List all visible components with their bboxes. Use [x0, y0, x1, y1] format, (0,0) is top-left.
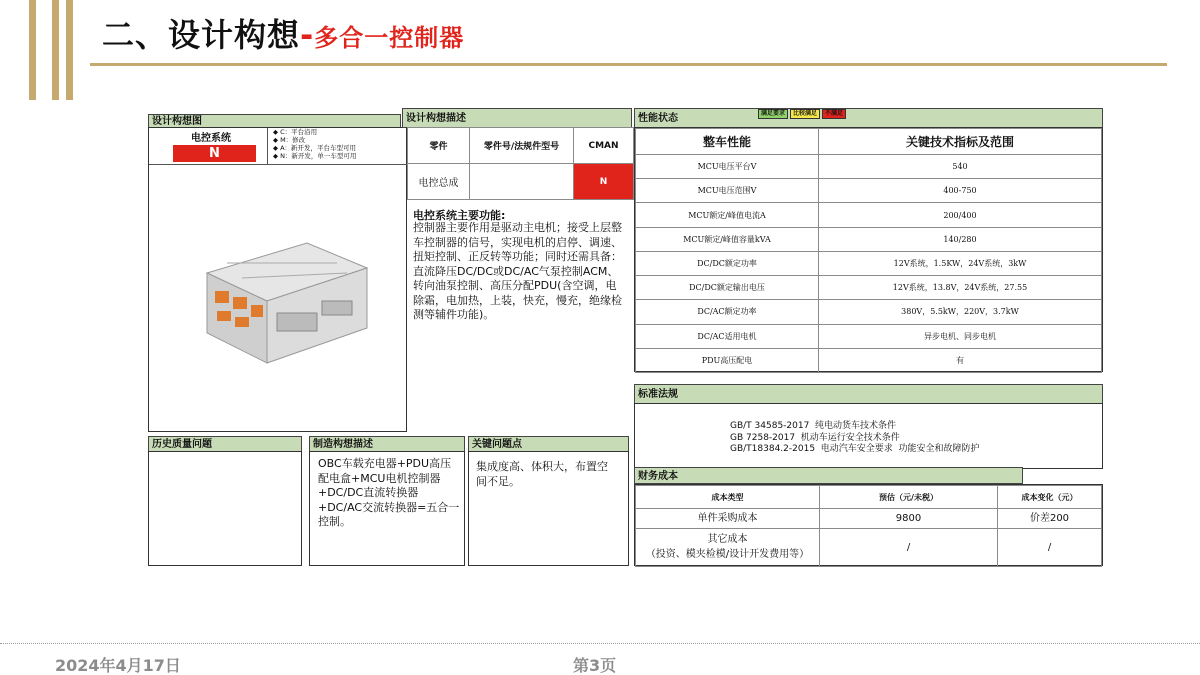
performance-table [635, 128, 1102, 373]
performance-legend-chip: 比较满足 [790, 109, 820, 119]
system-name: 电控系统 [191, 133, 231, 144]
performance-legend [758, 103, 848, 123]
perf-value: 200/400 [819, 203, 1102, 227]
cman-legend-item: ◆ A：新开发，平台车型可用 [273, 144, 357, 152]
footer-page: 第3页 [573, 656, 617, 675]
finance-header: 财务成本 [634, 467, 1023, 484]
key-issue-box [468, 451, 629, 566]
title-dash: - [300, 16, 315, 54]
perf-item: MCU电压平台V [636, 155, 819, 179]
perf-value: 380V，5.5kW，220V，3.7kW [819, 300, 1102, 324]
cman-legend-item: ◆ C：平台沿用 [273, 128, 318, 136]
table-row [636, 155, 1102, 179]
part-name: 电控总成 [408, 164, 470, 200]
part-cman: N [574, 164, 634, 200]
cman-legend-item: ◆ M：修改 [273, 136, 306, 144]
table-row [636, 528, 1102, 566]
performance-header [634, 108, 1103, 128]
perf-value: 140/280 [819, 227, 1102, 251]
perf-item: DC/AC额定功率 [636, 300, 819, 324]
perf-value: 12V系统，1.5KW，24V系统，3kW [819, 251, 1102, 275]
standard-item: GB/T18384.2-2015 电动汽车安全要求 功能安全和故障防护 [730, 444, 980, 454]
performance-table-box [634, 127, 1103, 372]
standards-list [730, 421, 980, 456]
col-key-spec: 关键技术指标及范围 [819, 129, 1102, 155]
title-sub: 多合一控制器 [314, 24, 465, 52]
manufacture-header: 制造构想描述 [309, 436, 465, 452]
standard-item: GB 7258-2017 机动车运行安全技术条件 [730, 432, 900, 443]
history-header: 历史质量问题 [148, 436, 302, 452]
manufacture-text: OBC车载充电器+PDU高压配电盒+MCU电机控制器+DC/DC直流转换器+DC/AC交流转换器=五合一控制。 [318, 457, 460, 528]
standards-header: 标准法规 [634, 384, 1103, 404]
finance-table [635, 485, 1102, 567]
decor-bar-2 [52, 0, 59, 100]
performance-legend-chip: 满足要求 [758, 109, 788, 119]
table-row [636, 203, 1102, 227]
finance-type: 其它成本 （投资、模夹检模/设计开发费用等） [636, 528, 820, 566]
table-row [636, 300, 1102, 324]
finance-box [634, 484, 1103, 566]
table-row [636, 324, 1102, 348]
decor-bar-3 [66, 0, 73, 100]
decor-bar-1 [29, 0, 36, 100]
finance-change: 价差200 [998, 509, 1102, 529]
perf-item: MCU额定/峰值容量kVA [636, 227, 819, 251]
design-diagram-header: 设计构想图 [148, 114, 401, 128]
perf-item: MCU额定/峰值电流A [636, 203, 819, 227]
finance-change: / [998, 528, 1102, 566]
table-row [636, 348, 1102, 372]
perf-item: MCU电压范围V [636, 179, 819, 203]
cman-legend-item: ◆ N：新开发，单一车型可用 [273, 152, 357, 160]
function-title: 电控系统主要功能: [413, 209, 506, 222]
cman-legend [273, 128, 356, 160]
col-estimate: 预估（元/未税） [820, 486, 998, 509]
perf-value: 有 [819, 348, 1102, 372]
performance-title: 性能状态 [638, 113, 678, 124]
key-issue-text: 集成度高、体积大，布置空间不足。 [476, 460, 608, 488]
finance-type: 单件采购成本 [636, 509, 820, 529]
design-desc-header: 设计构想描述 [402, 108, 632, 128]
standard-item: GB/T 34585-2017 纯电动货车技术条件 [730, 421, 897, 431]
col-cost-change: 成本变化（元） [998, 486, 1102, 509]
diagram-divider [149, 164, 408, 165]
key-issue-header: 关键问题点 [468, 436, 629, 452]
col-cman: CMAN [574, 128, 634, 164]
page-title [102, 10, 464, 56]
col-cost-type: 成本类型 [636, 486, 820, 509]
performance-legend-chip: 不满足 [822, 109, 846, 119]
perf-value: 异步电机、同步电机 [819, 324, 1102, 348]
title-underline [90, 63, 1167, 66]
table-row [636, 251, 1102, 275]
perf-value: 12V系统，13.8V，24V系统，27.55 [819, 276, 1102, 300]
table-row [636, 509, 1102, 529]
parts-table [407, 127, 634, 200]
col-part: 零件 [408, 128, 470, 164]
manufacture-box [309, 451, 465, 566]
col-part-no: 零件号/法规件型号 [470, 128, 574, 164]
design-diagram-box [148, 127, 407, 432]
legend-divider [267, 128, 268, 164]
finance-estimate: 9800 [820, 509, 998, 529]
perf-item: DC/DC额定功率 [636, 251, 819, 275]
standards-box [634, 403, 1103, 469]
design-desc-box [407, 127, 634, 432]
table-row [636, 276, 1102, 300]
perf-item: PDU高压配电 [636, 348, 819, 372]
perf-item: DC/AC适用电机 [636, 324, 819, 348]
table-row [636, 227, 1102, 251]
footer-date: 2024年4月17日 [55, 656, 181, 675]
table-row [636, 179, 1102, 203]
perf-value: 540 [819, 155, 1102, 179]
controller-image [187, 233, 377, 373]
footer-divider [0, 643, 1200, 644]
function-text: 控制器主要作用是驱动主电机；接受上层整车控制器的信号，实现电机的启停、调速、扭矩控制、正反转等功能；同时还需具备：直流降压DC/DC或DC/AC气泵控制ACM、转向油泵控制、高压分配PDU(含空调，电除霜，电加热，上装，快充，慢充，绝缘检测等辅件功能)。 [413, 221, 622, 321]
perf-item: DC/DC额定输出电压 [636, 276, 819, 300]
col-vehicle-perf: 整车性能 [636, 129, 819, 155]
title-main: 二、设计构想 [102, 16, 301, 54]
perf-value: 400-750 [819, 179, 1102, 203]
part-number [470, 164, 574, 200]
history-box [148, 451, 302, 566]
system-status-badge: N [173, 145, 256, 162]
finance-estimate: / [820, 528, 998, 566]
